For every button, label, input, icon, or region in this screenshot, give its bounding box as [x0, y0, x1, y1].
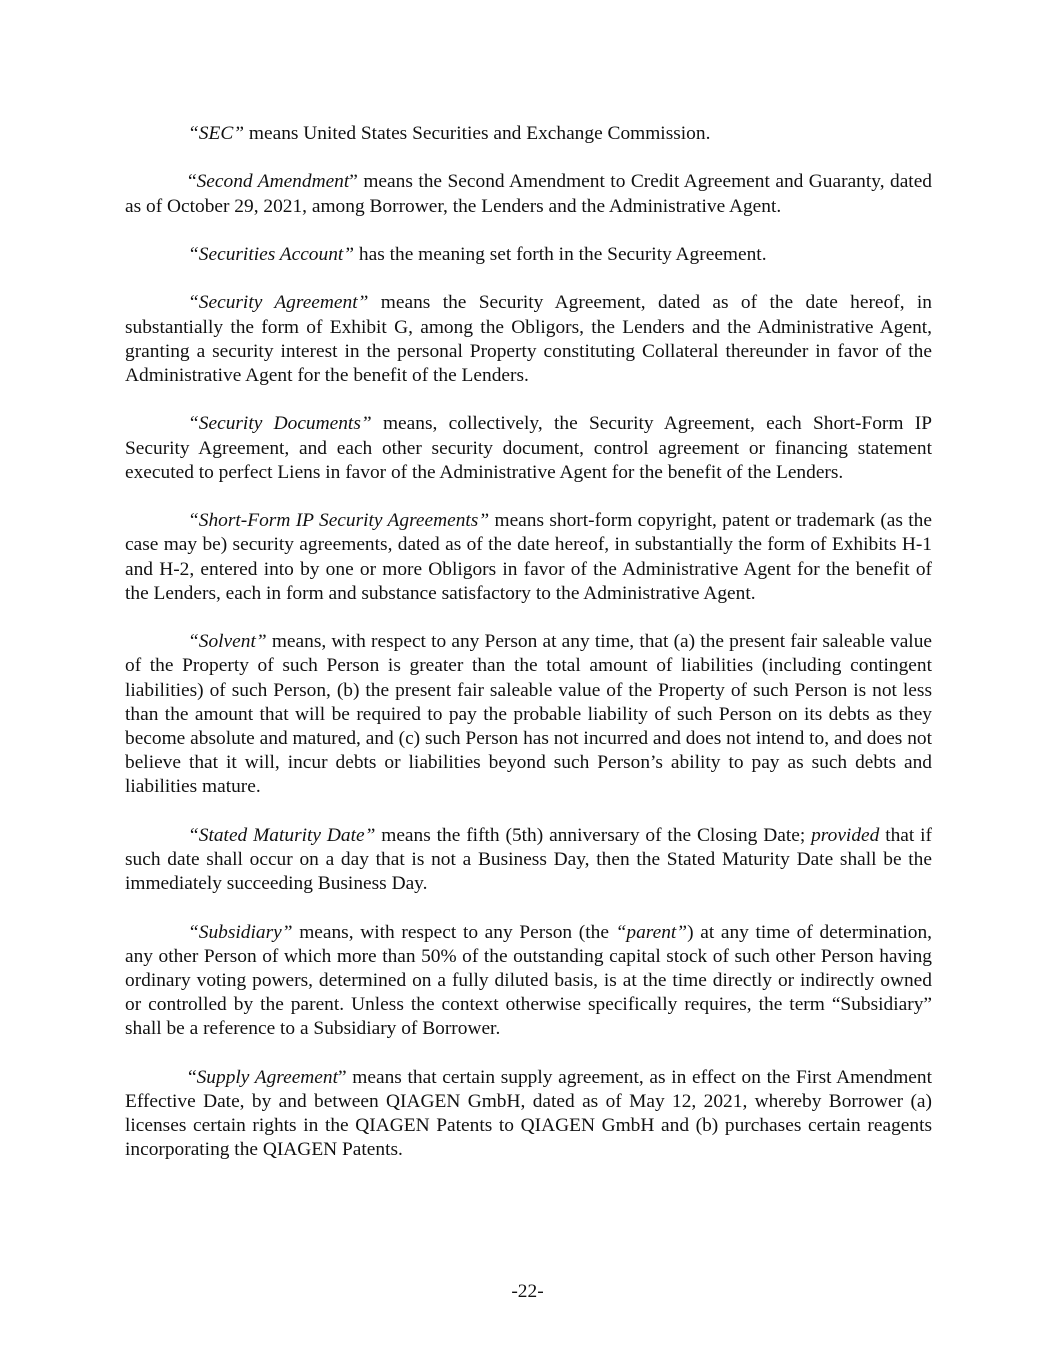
- definition-supply-agreement: [125, 1066, 932, 1163]
- definition-second-amendment: [125, 170, 932, 218]
- defined-term: “Short-Form IP Security Agreements”: [188, 510, 490, 532]
- open-quote: “: [188, 1066, 197, 1088]
- defined-term: Second Amendment: [196, 171, 350, 193]
- definition-text: means, with respect to any Person (the: [292, 921, 616, 943]
- open-quote: “: [188, 171, 197, 193]
- definition-text: means, collectively, the Security Agreement, each Short-Form IP Security Agreement, and each other security document, control agreement or financing statement executed to perfect Liens in favor of the Administrative Agent for the benefit of the Lenders.: [125, 413, 933, 483]
- definition-security-agreement: [125, 291, 932, 388]
- defined-term: “Security Agreement”: [188, 292, 369, 314]
- definition-text: means the Security Agreement, dated as of the date hereof, in substantially the form of Exhibit G, among the Obligors, the Lenders and the Administrative Agent, granting a security interest in the personal Property constituting Collateral thereunder in favor of the Administrative Agent for the benefit of the Lenders.: [125, 292, 932, 386]
- definition-solvent: [125, 630, 932, 799]
- definition-text: means the Second Amendment to Credit Agreement and Guaranty, dated as of October 29, 2021, among Borrower, the Lenders and the Administrative Agent.: [125, 171, 932, 217]
- close-quote: ”: [338, 1066, 347, 1088]
- definition-text: has the meaning set forth in the Security Agreement.: [354, 243, 767, 265]
- definition-security-documents: [125, 412, 932, 485]
- defined-term: Supply Agreement: [196, 1066, 338, 1088]
- defined-term: “SEC”: [188, 123, 245, 144]
- definition-short-form-ip-security-agreements: [125, 509, 932, 606]
- defined-term: “Subsidiary”: [188, 921, 293, 943]
- definition-text-continued: that if such date shall occur on a day that is not a Business Day, then the Stated Maturity Date shall be the immediately succeeding Business Day.: [125, 824, 933, 895]
- definition-text: means that certain supply agreement, as in effect on the First Amendment Effective Date, by and between QIAGEN GmbH, dated as of May 12, 2021, whereby Borrower (a) licenses certain rights in the QIAGEN Patents to QIAGEN GmbH and (b) purchases certain reagents incorporating the QIAGEN Patents.: [125, 1066, 932, 1161]
- italic-word: provided: [811, 824, 880, 846]
- italic-word: “parent”: [615, 921, 688, 943]
- defined-term: “Stated Maturity Date”: [188, 824, 376, 846]
- defined-term: “Security Documents”: [188, 413, 372, 435]
- definition-subsidiary: [125, 921, 932, 1042]
- definition-text-continued: ) at any time of determination, any other Person of which more than 50% of the outstanding capital stock of such other Person having ordinary voting powers, determined on a fully diluted basis, is at the time directly or indirectly owned or controlled by the parent. Unless the context otherwise specifically requires, the term “Subsidiary” shall be a reference to a Subsidiary of Borrower.: [125, 921, 933, 1040]
- definition-text: means short-form copyright, patent or trademark (as the case may be) security agreements, dated as of the date hereof, in substantially the form of Exhibits H-1 and H-2, entered into by one or more Obligors in favor of the Administrative Agent for the benefit of the Lenders, each in form and substance satisfactory to the Administrative Agent.: [125, 510, 932, 604]
- close-quote: ”: [349, 171, 358, 193]
- definition-securities-account: [125, 243, 932, 267]
- definition-text: means, with respect to any Person at any time, that (a) the present fair saleable value of the Property of such Person is greater than the total amount of liabilities (including contingent liabilities) of such Person, (b) the present fair saleable value of the Property of such Person is not less than the amount that will be required to pay the probable liability of such Person on its debts as they become absolute and matured, and (c) such Person has not incurred and does not intend to, and does not believe that it will, incur debts or liabilities beyond such Person’s ability to pay as such debts and liabilities mature.: [125, 631, 932, 798]
- document-page: [125, 122, 932, 1163]
- definition-stated-maturity-date: [125, 824, 932, 897]
- defined-term: “Solvent”: [188, 631, 267, 653]
- defined-term: “Securities Account”: [188, 243, 355, 265]
- definition-text: means the fifth (5th) anniversary of the Closing Date;: [375, 824, 812, 846]
- definition-text: means United States Securities and Exchange Commission.: [244, 123, 711, 144]
- page-number: -22-: [511, 1281, 544, 1302]
- definition-sec: [125, 122, 932, 146]
